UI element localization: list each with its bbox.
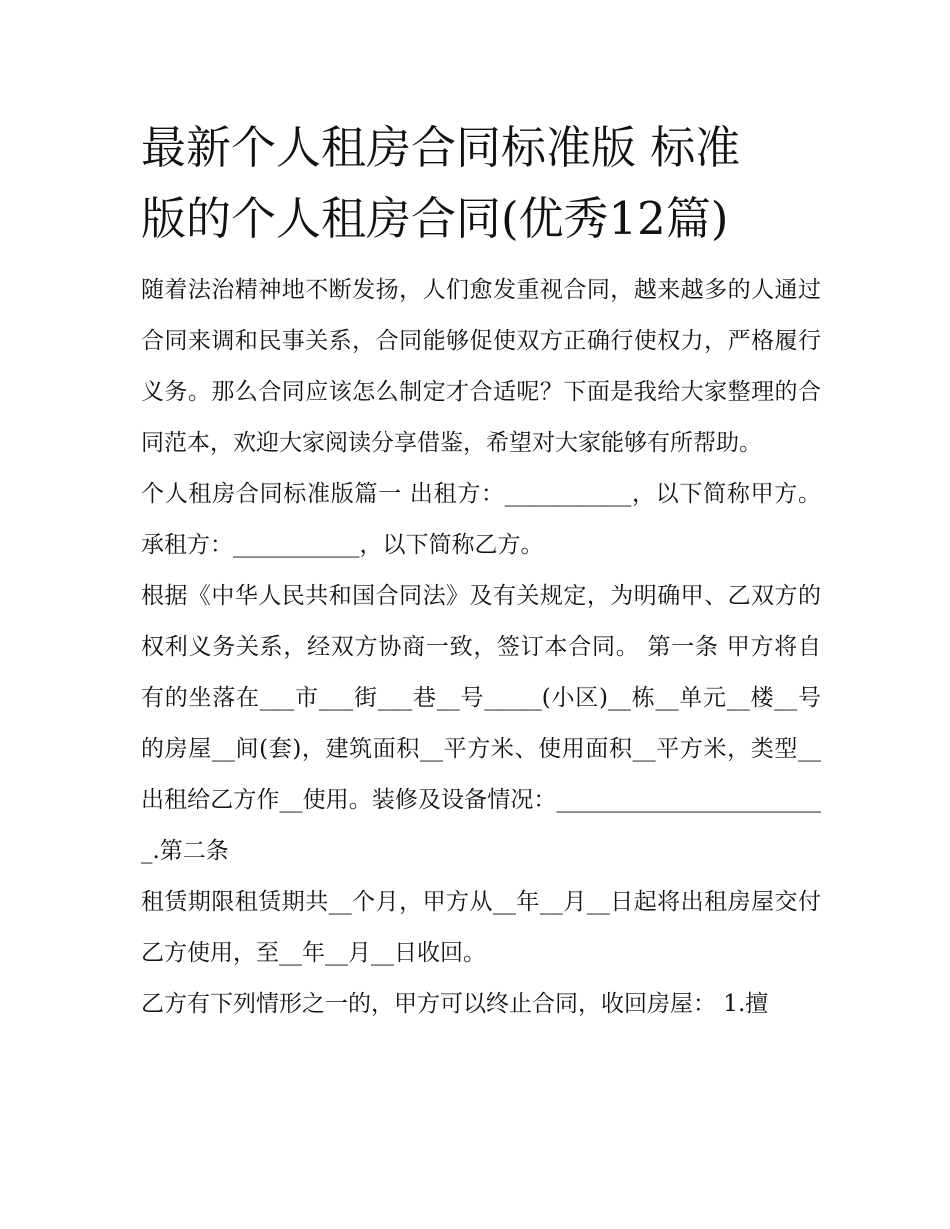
lease-term-paragraph: 租赁期限租赁期共__个月，甲方从__年__月__日起将出租房屋交付乙方使用，至__年__月__日收回。 [141,889,821,966]
document-body [141,112,821,1030]
title-line-1: 最新个人租房合同标准版 标准 [141,121,741,174]
document-title [141,112,821,254]
parties-paragraph: 个人租房合同标准版篇一 出租方：___________，以下简称甲方。 承租方：___________，以下简称乙方。 [141,481,821,558]
title-line-2: 版的个人租房合同(优秀12篇) [141,192,729,245]
termination-paragraph: 乙方有下列情形之一的，甲方可以终止合同，收回房屋： 1.擅 [141,991,769,1017]
article-one-paragraph: 根据《中华人民共和国合同法》及有关规定，为明确甲、乙双方的权利义务关系，经双方协商一致，签订本合同。 第一条 甲方将自有的坐落在___市___街___巷__号_____(小区)__栋__单元__楼__号的房屋__间(套)，建筑面积__平方米、使用面积__平方米，类型__出租给乙方作__使用。装修及设备情况：________________________.第二条 [141,583,821,864]
intro-paragraph: 随着法治精神地不断发扬，人们愈发重视合同，越来越多的人通过合同来调和民事关系，合同能够促使双方正确行使权力，严格履行义务。那么合同应该怎么制定才合适呢？下面是我给大家整理的合同范本，欢迎大家阅读分享借鉴，希望对大家能够有所帮助。 [141,277,821,456]
